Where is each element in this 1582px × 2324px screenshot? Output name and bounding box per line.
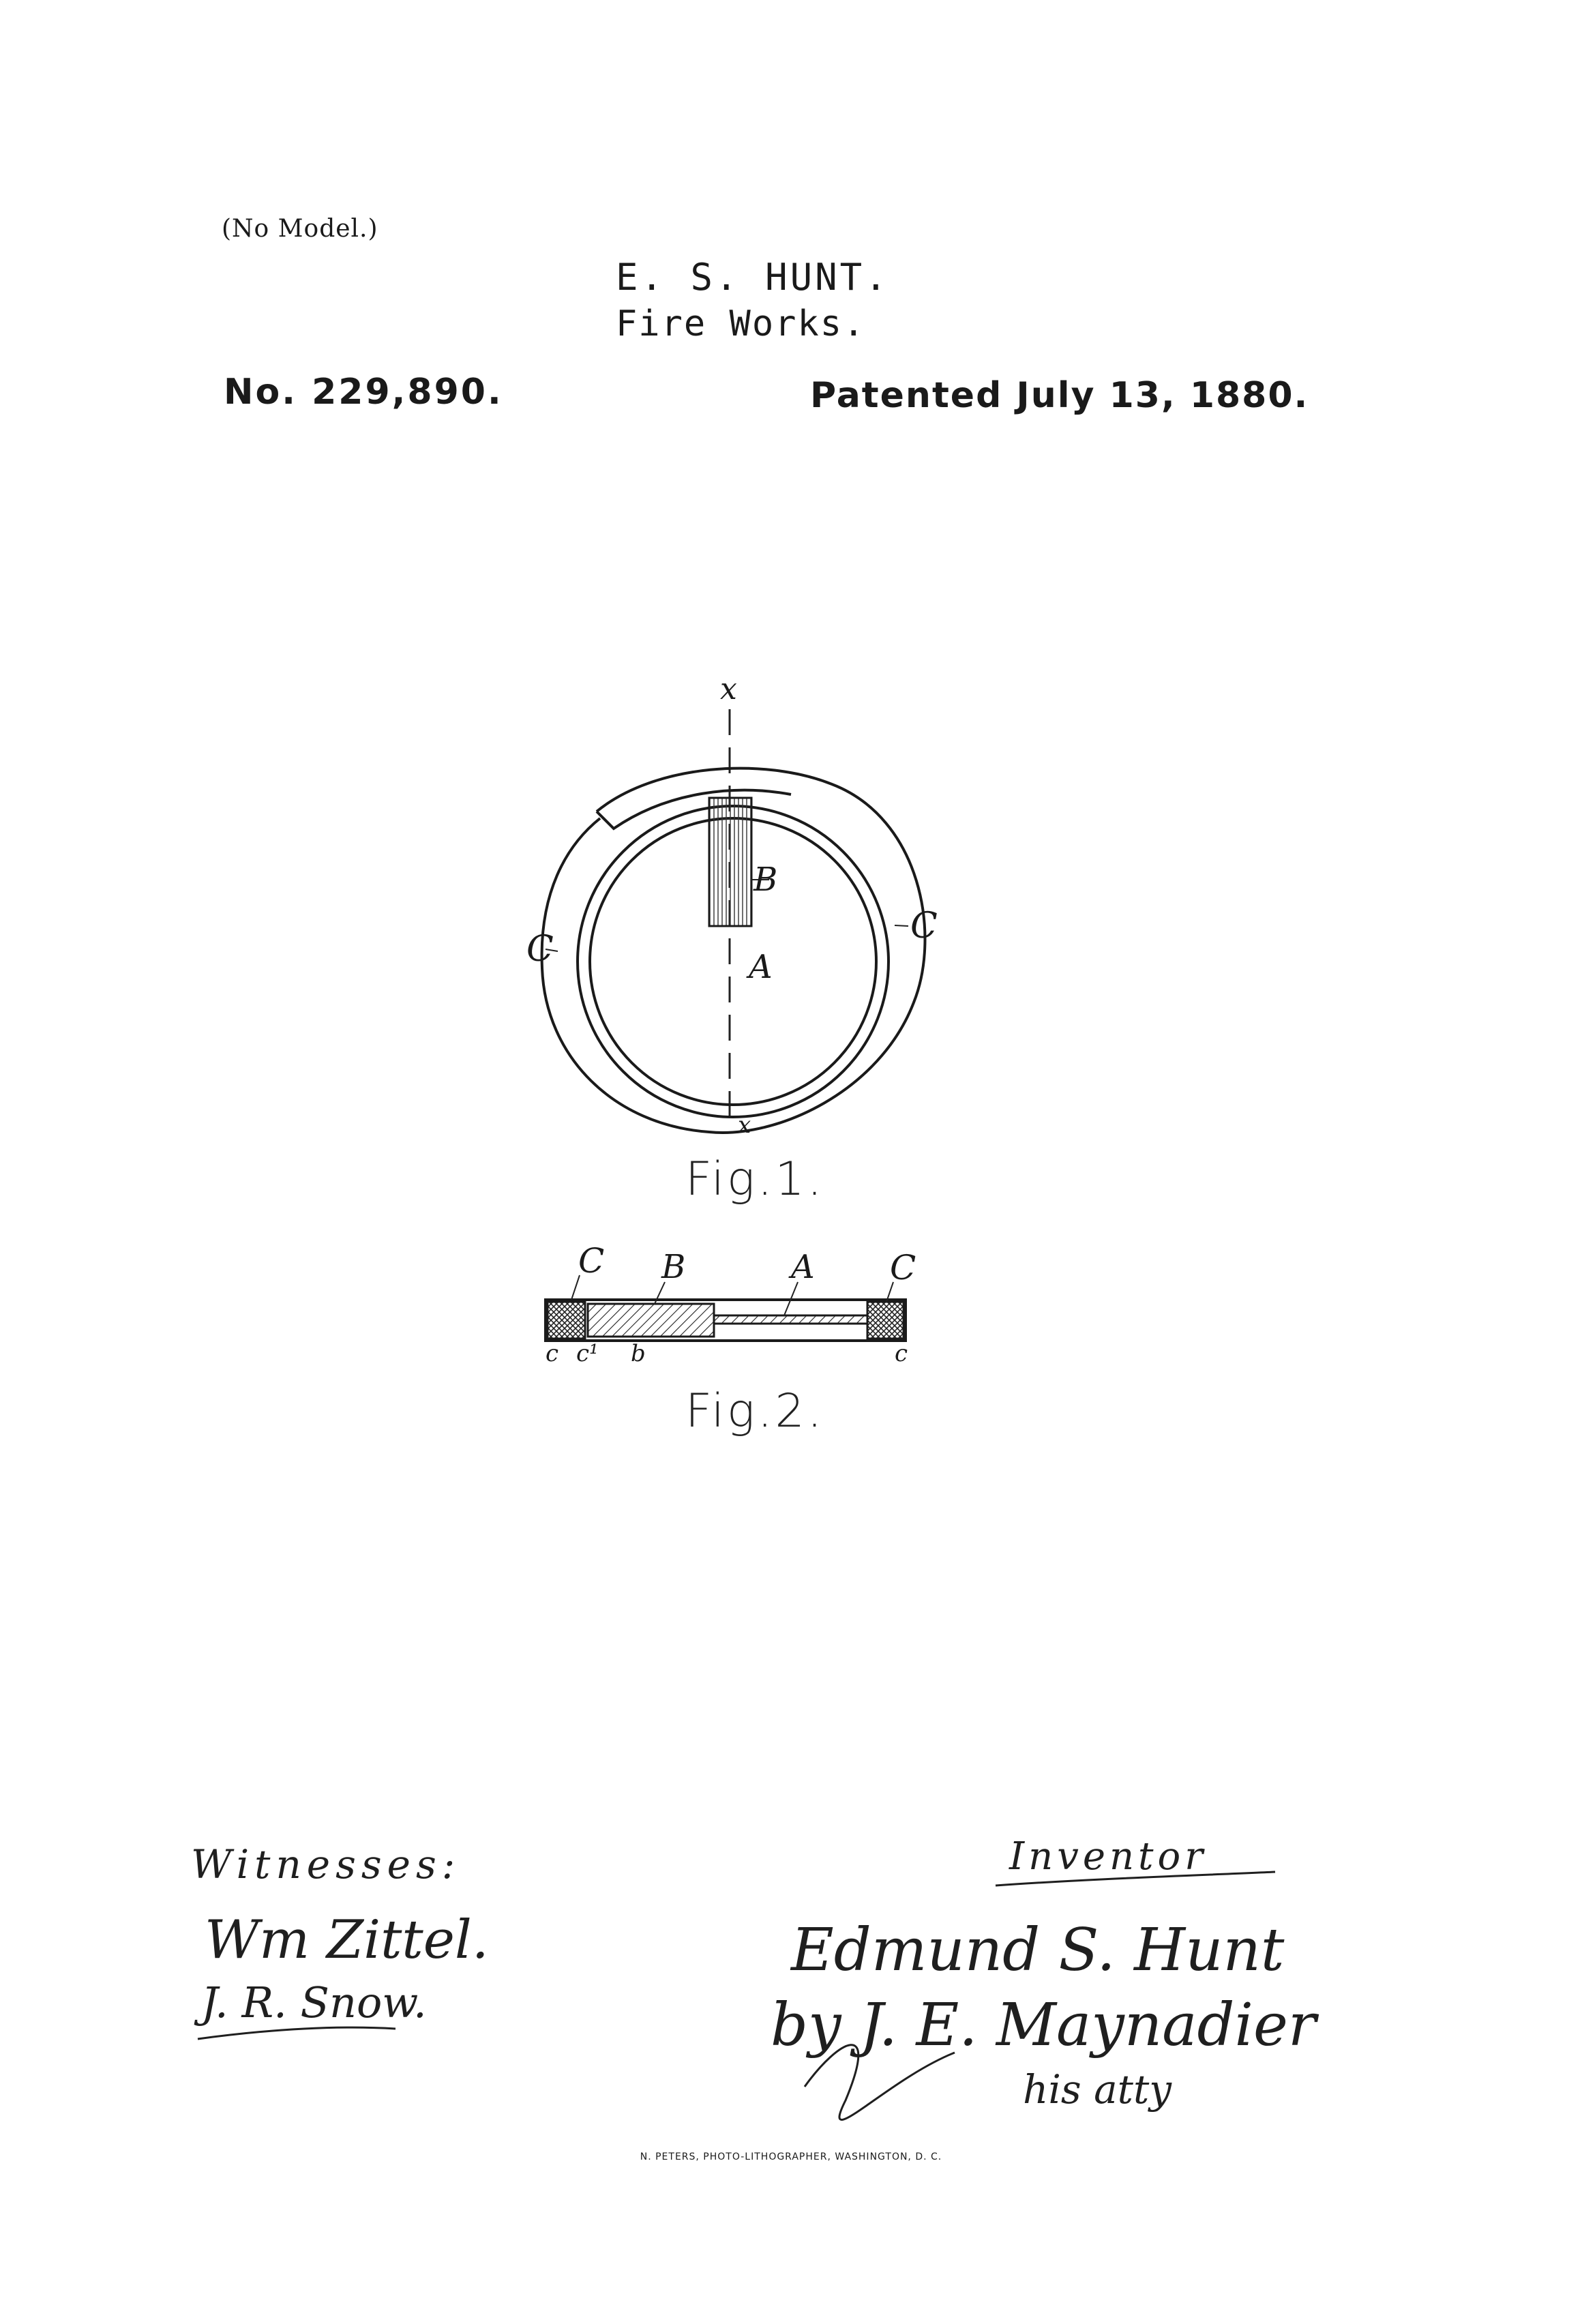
witness-underline <box>198 2027 395 2039</box>
attorney-title: his atty <box>1023 2066 1172 2113</box>
fig1-label-c-right: C <box>910 906 938 947</box>
fig2-label-c-small-right: c <box>895 1340 908 1367</box>
fig1-section-bottom-label: x <box>738 1112 751 1139</box>
patent-title: Fire Works. <box>616 303 866 344</box>
fig2-label-a: A <box>791 1248 815 1286</box>
fig1-caption: Fig.1. <box>685 1152 825 1206</box>
coil-section-right <box>867 1302 904 1339</box>
fig2-label-c-small: c <box>546 1340 559 1367</box>
fig2-caption: Fig.2. <box>685 1384 825 1438</box>
patent-number: No. 229,890. <box>224 372 503 413</box>
fig1-label-c-left: C <box>526 929 554 970</box>
disk-section-fill <box>714 1316 867 1323</box>
witnesses-label: Witnesses: <box>191 1841 461 1888</box>
witness-signature-2: J. R. Snow. <box>201 1978 427 2027</box>
coil-section-left <box>548 1302 585 1339</box>
inventor-name: E. S. HUNT. <box>616 256 890 299</box>
no-model-note: (No Model.) <box>222 215 378 243</box>
fig2-label-b: B <box>661 1248 686 1286</box>
fig1-section-top-label: x <box>720 672 737 706</box>
fig1-label-b: B <box>753 861 778 899</box>
cartridge-section-b <box>588 1304 714 1337</box>
witness-signature-1: Wm Zittel. <box>205 1909 489 1971</box>
figure-2 <box>546 1275 906 1341</box>
attorney-signature: by J. E. Maynadier <box>771 1991 1317 2059</box>
fig2-label-c-left: C <box>578 1241 605 1281</box>
fig2-label-b-small: b <box>631 1340 646 1367</box>
inventor-label: Inventor <box>1009 1834 1208 1879</box>
leader-c-right <box>895 925 908 926</box>
printer-credit: N. PETERS, PHOTO-LITHOGRAPHER, WASHINGTON, D. C. <box>640 2151 942 2162</box>
fig2-label-c-right: C <box>890 1248 916 1287</box>
fig1-label-a: A <box>749 948 773 986</box>
figure-1 <box>542 709 925 1133</box>
patent-date: Patented July 13, 1880. <box>810 375 1309 416</box>
cartridge-b <box>709 798 751 926</box>
inventor-signature: Edmund S. Hunt <box>791 1916 1285 1984</box>
fig2-label-c1: c¹ <box>576 1340 599 1367</box>
